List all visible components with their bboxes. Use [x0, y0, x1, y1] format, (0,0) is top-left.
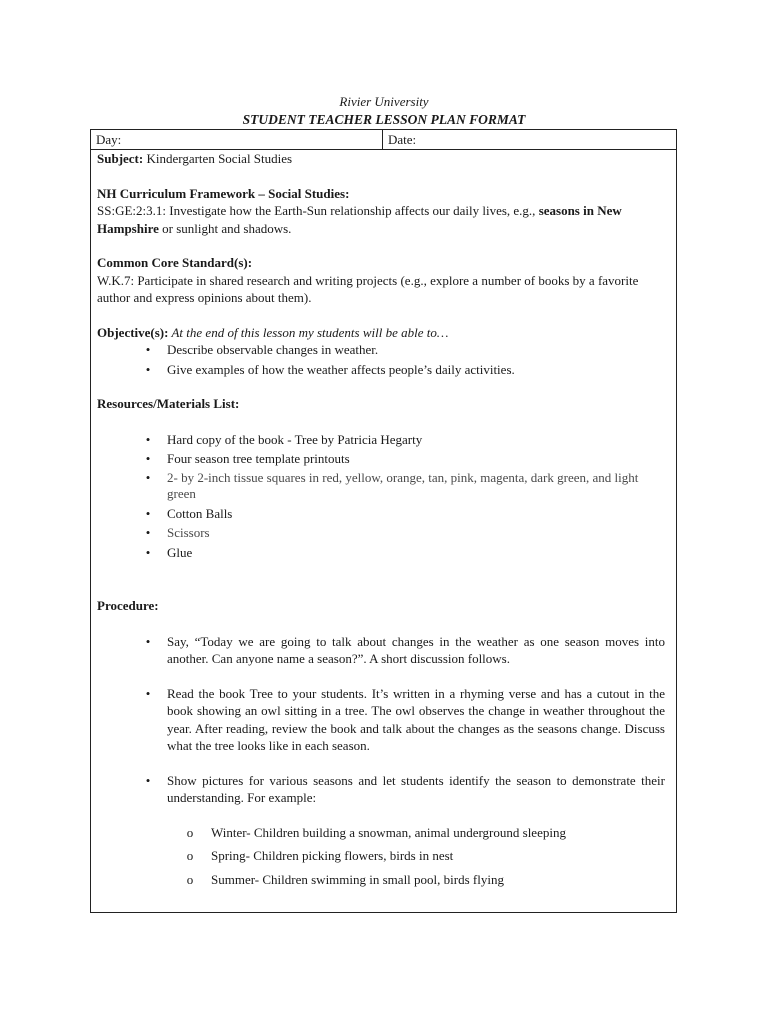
- list-item: [97, 544, 665, 562]
- resource-text: Scissors: [167, 525, 210, 540]
- objective-text: Give examples of how the weather affects people’s daily activities.: [167, 361, 515, 377]
- nh-framework-heading: NH Curriculum Framework – Social Studies:: [97, 185, 350, 201]
- bullet-icon: •: [145, 505, 151, 521]
- nh-standard-text: SS:GE:2:3.1: Investigate how the Earth-Sun relationship affects our daily lives, e.g.,: [97, 203, 539, 218]
- bullet-icon: •: [145, 685, 151, 701]
- procedure-heading: Procedure:: [97, 598, 159, 613]
- university-name: Rivier University: [339, 94, 429, 109]
- list-item: [97, 341, 665, 359]
- objectives-line: [97, 324, 665, 342]
- bullet-icon: •: [145, 361, 151, 377]
- lesson-plan-table: [90, 129, 677, 913]
- bullet-icon: •: [145, 469, 151, 485]
- subject-line: [97, 150, 665, 168]
- day-date-row: [91, 130, 676, 150]
- resource-text: Hard copy of the book - Tree by Patricia Hegarty: [167, 431, 423, 447]
- list-item: [97, 772, 665, 807]
- list-item: [97, 505, 665, 523]
- list-item: [97, 633, 665, 668]
- objectives-intro: At the end of this lesson my students will be able to…: [168, 324, 449, 340]
- resource-text: Glue: [167, 544, 193, 560]
- bullet-icon: •: [145, 633, 151, 649]
- day-cell: Day:: [91, 130, 383, 149]
- example-text: Winter- Children building a snowman, animal underground sleeping: [211, 824, 566, 840]
- list-item: [97, 470, 665, 503]
- procedure-step-text: Say, “Today we are going to talk about changes in the weather as one season moves into another. Can anyone name a season?”. A short discussion follows.: [167, 633, 665, 666]
- example-text: Summer- Children swimming in small pool, birds flying: [211, 871, 504, 887]
- lesson-plan-body: [91, 150, 676, 912]
- season-examples-list: [97, 824, 665, 889]
- list-item: [97, 685, 665, 755]
- subject-label: Subject:: [97, 151, 144, 166]
- bullet-icon: •: [145, 772, 151, 788]
- circle-bullet-icon: o: [186, 824, 194, 840]
- procedure-step-text: Show pictures for various seasons and let students identify the season to demonstrate their understanding. For example:: [167, 772, 665, 805]
- common-core-standard: W.K.7: Participate in shared research and writing projects (e.g., explore a number of books by a favorite author and express opinions about them).: [97, 272, 639, 305]
- objectives-label: Objective(s):: [97, 324, 169, 340]
- procedure-step-text: Read the book Tree to your students. It’s written in a rhyming verse and has a cutout in the book showing an owl sitting in a tree. The owl observes the change in weather throughout the year. After reading, review the book and talk about the changes as the seasons change. Discuss what the tree looks like in each season.: [167, 685, 665, 753]
- resource-text: 2- by 2-inch tissue squares in red, yellow, orange, tan, pink, magenta, dark green, and light green: [167, 469, 639, 501]
- date-cell: Date:: [388, 132, 417, 147]
- circle-bullet-icon: o: [186, 848, 194, 863]
- subject-value: Kindergarten Social Studies: [143, 151, 293, 166]
- common-core-heading: Common Core Standard(s):: [97, 255, 253, 270]
- nh-standard-text-end: or sunlight and shadows.: [158, 220, 292, 236]
- list-item: [97, 361, 665, 379]
- resource-text: Four season tree template printouts: [167, 451, 350, 466]
- circle-bullet-icon: o: [186, 871, 194, 887]
- procedure-list: [97, 633, 665, 807]
- nh-standard-emphasis: seasons in New Hampshire: [97, 203, 622, 236]
- list-item: [97, 847, 665, 865]
- bullet-icon: •: [145, 342, 151, 357]
- nh-framework-standard: [97, 202, 665, 237]
- bullet-icon: •: [145, 544, 151, 560]
- objectives-list: [97, 341, 665, 378]
- list-item: [97, 431, 665, 449]
- list-item: [97, 824, 665, 842]
- bullet-icon: •: [145, 525, 151, 540]
- bullet-icon: •: [145, 431, 151, 447]
- objective-text: Describe observable changes in weather.: [167, 342, 379, 357]
- document-title: STUDENT TEACHER LESSON PLAN FORMAT: [242, 112, 526, 127]
- list-item: [97, 524, 665, 542]
- resource-text: Cotton Balls: [167, 505, 233, 521]
- bullet-icon: •: [145, 451, 151, 466]
- list-item: [97, 450, 665, 468]
- list-item: [97, 871, 665, 889]
- resources-heading: Resources/Materials List:: [97, 396, 240, 411]
- example-text: Spring- Children picking flowers, birds in nest: [211, 848, 454, 863]
- resources-list: [97, 431, 665, 562]
